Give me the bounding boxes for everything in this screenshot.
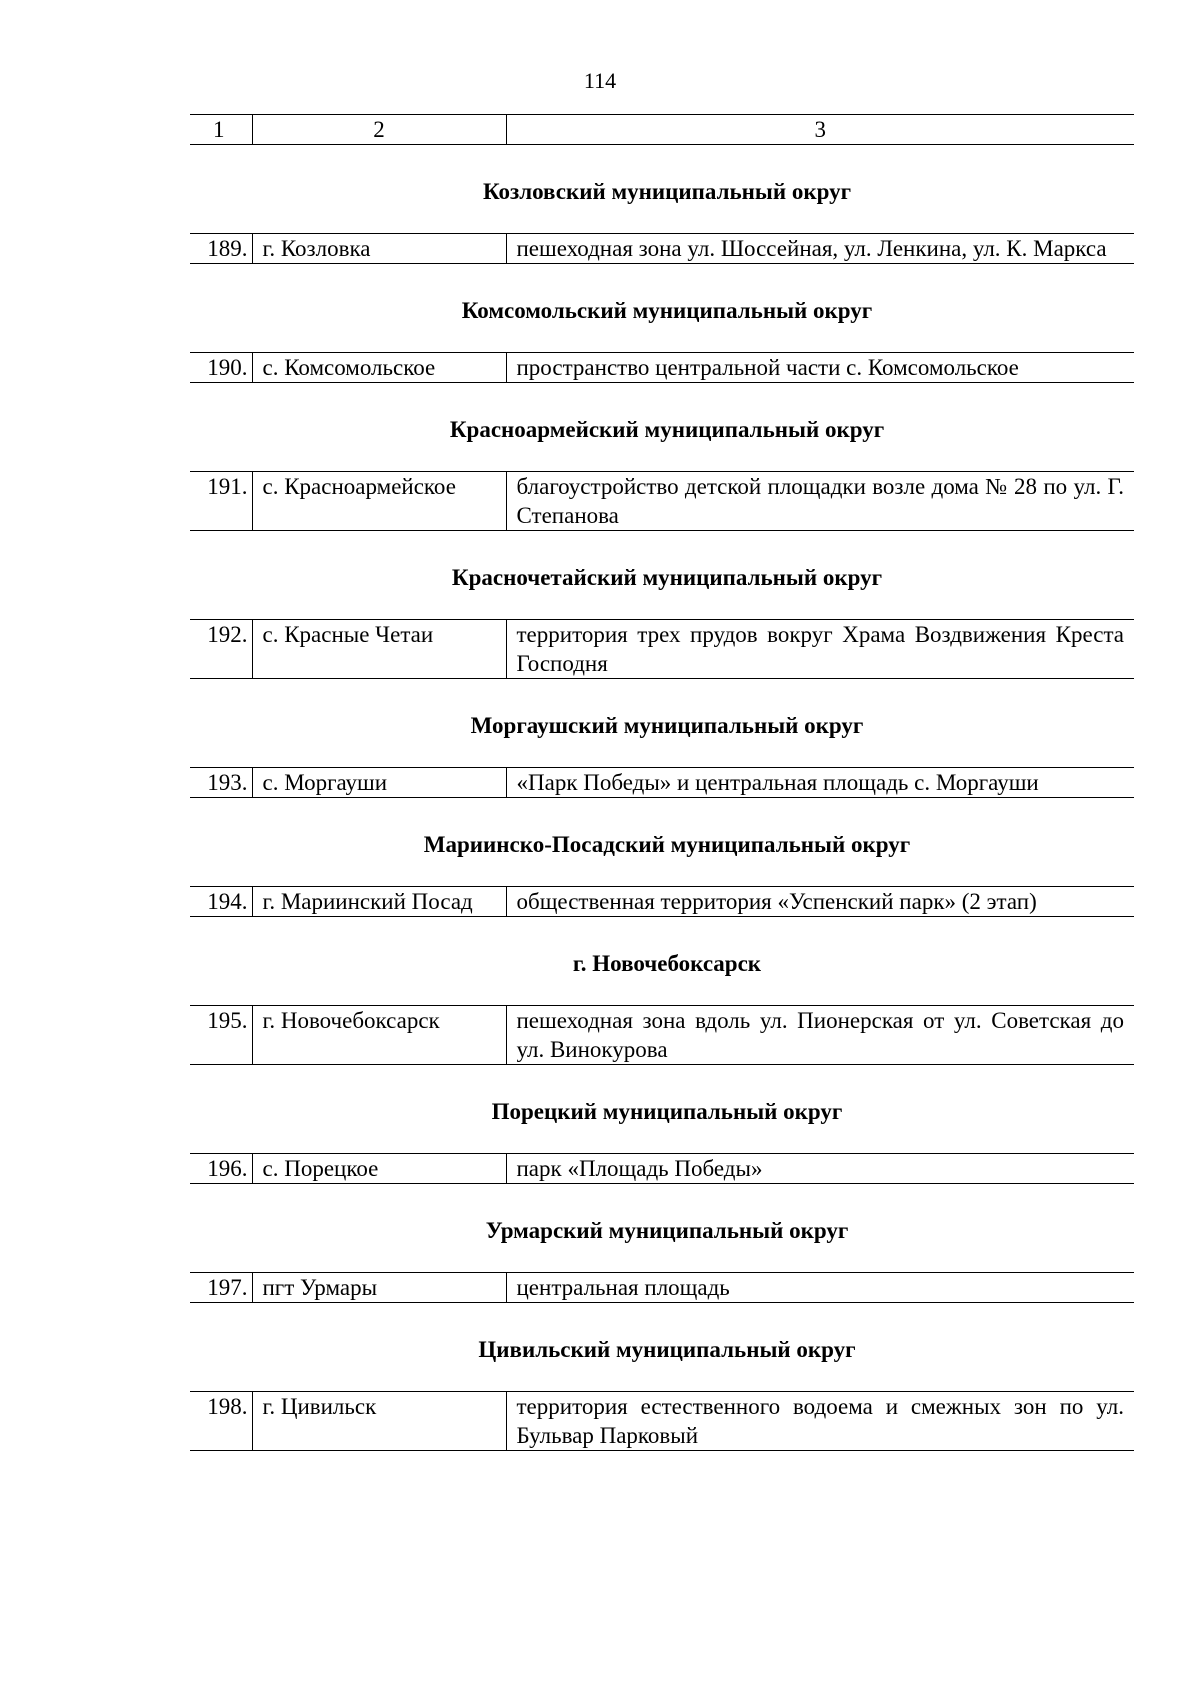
district-heading: Красночетайский муниципальный округ (451, 565, 883, 590)
row-number: 195. (190, 1006, 252, 1065)
table-row (190, 472, 1134, 531)
district-table (190, 352, 1134, 383)
row-number: 190. (190, 353, 252, 383)
district-heading: Моргаушский муниципальный округ (470, 713, 864, 738)
object-cell: «Парк Победы» и центральная площадь с. Моргауши (506, 768, 1134, 798)
object-cell: территория естественного водоема и смежных зон по ул. Бульвар Парковый (506, 1392, 1134, 1451)
locality-cell: с. Красноармейское (252, 472, 506, 531)
locality-cell: пгт Урмары (252, 1273, 506, 1303)
table-row (190, 1392, 1134, 1451)
table-row (190, 1273, 1134, 1303)
table-row (190, 353, 1134, 383)
column-header-table (190, 114, 1134, 145)
district-heading: г. Новочебоксарск (572, 951, 762, 976)
table-row (190, 887, 1134, 917)
table-row (190, 1154, 1134, 1184)
district-heading: Козловский муниципальный округ (482, 179, 852, 204)
table-row (190, 234, 1134, 264)
object-cell: парк «Площадь Победы» (506, 1154, 1134, 1184)
district-table (190, 1272, 1134, 1303)
table-row (190, 1006, 1134, 1065)
table-row (190, 768, 1134, 798)
district-heading: Комсомольский муниципальный округ (461, 298, 873, 323)
district-table (190, 471, 1134, 531)
district-heading: Красноармейский муниципальный округ (449, 417, 885, 442)
locality-cell: г. Мариинский Посад (252, 887, 506, 917)
district-heading: Цивильский муниципальный округ (478, 1337, 856, 1362)
object-cell: общественная территория «Успенский парк» (2 этап) (506, 887, 1134, 917)
district-table (190, 886, 1134, 917)
locality-cell: с. Красные Четаи (252, 620, 506, 679)
district-table (190, 1391, 1134, 1451)
locality-cell: с. Комсомольское (252, 353, 506, 383)
district-table (190, 619, 1134, 679)
district-heading: Урмарский муниципальный округ (485, 1218, 849, 1243)
district-table (190, 1153, 1134, 1184)
page-number: 114 (583, 68, 617, 93)
column-header-2: 2 (252, 115, 506, 145)
object-cell: благоустройство детской площадки возле дома № 28 по ул. Г. Степанова (506, 472, 1134, 531)
object-cell: пространство центральной части с. Комсомольское (506, 353, 1134, 383)
column-header-1: 1 (190, 115, 252, 145)
locality-cell: г. Новочебоксарск (252, 1006, 506, 1065)
column-header-row (190, 115, 1134, 145)
district-heading: Мариинско-Посадский муниципальный округ (423, 832, 911, 857)
object-cell: территория трех прудов вокруг Храма Воздвижения Креста Господня (506, 620, 1134, 679)
row-number: 194. (190, 887, 252, 917)
row-number: 189. (190, 234, 252, 264)
row-number: 197. (190, 1273, 252, 1303)
locality-cell: с. Моргауши (252, 768, 506, 798)
district-table (190, 1005, 1134, 1065)
locality-cell: с. Порецкое (252, 1154, 506, 1184)
document-body (190, 114, 1134, 1451)
row-number: 193. (190, 768, 252, 798)
district-table (190, 233, 1134, 264)
row-number: 192. (190, 620, 252, 679)
row-number: 191. (190, 472, 252, 531)
row-number: 198. (190, 1392, 252, 1451)
district-heading: Порецкий муниципальный округ (491, 1099, 843, 1124)
object-cell: пешеходная зона ул. Шоссейная, ул. Ленкина, ул. К. Маркса (506, 234, 1134, 264)
locality-cell: г. Цивильск (252, 1392, 506, 1451)
row-number: 196. (190, 1154, 252, 1184)
table-row (190, 620, 1134, 679)
object-cell: пешеходная зона вдоль ул. Пионерская от ул. Советская до ул. Винокурова (506, 1006, 1134, 1065)
column-header-3: 3 (506, 115, 1134, 145)
object-cell: центральная площадь (506, 1273, 1134, 1303)
locality-cell: г. Козловка (252, 234, 506, 264)
district-table (190, 767, 1134, 798)
